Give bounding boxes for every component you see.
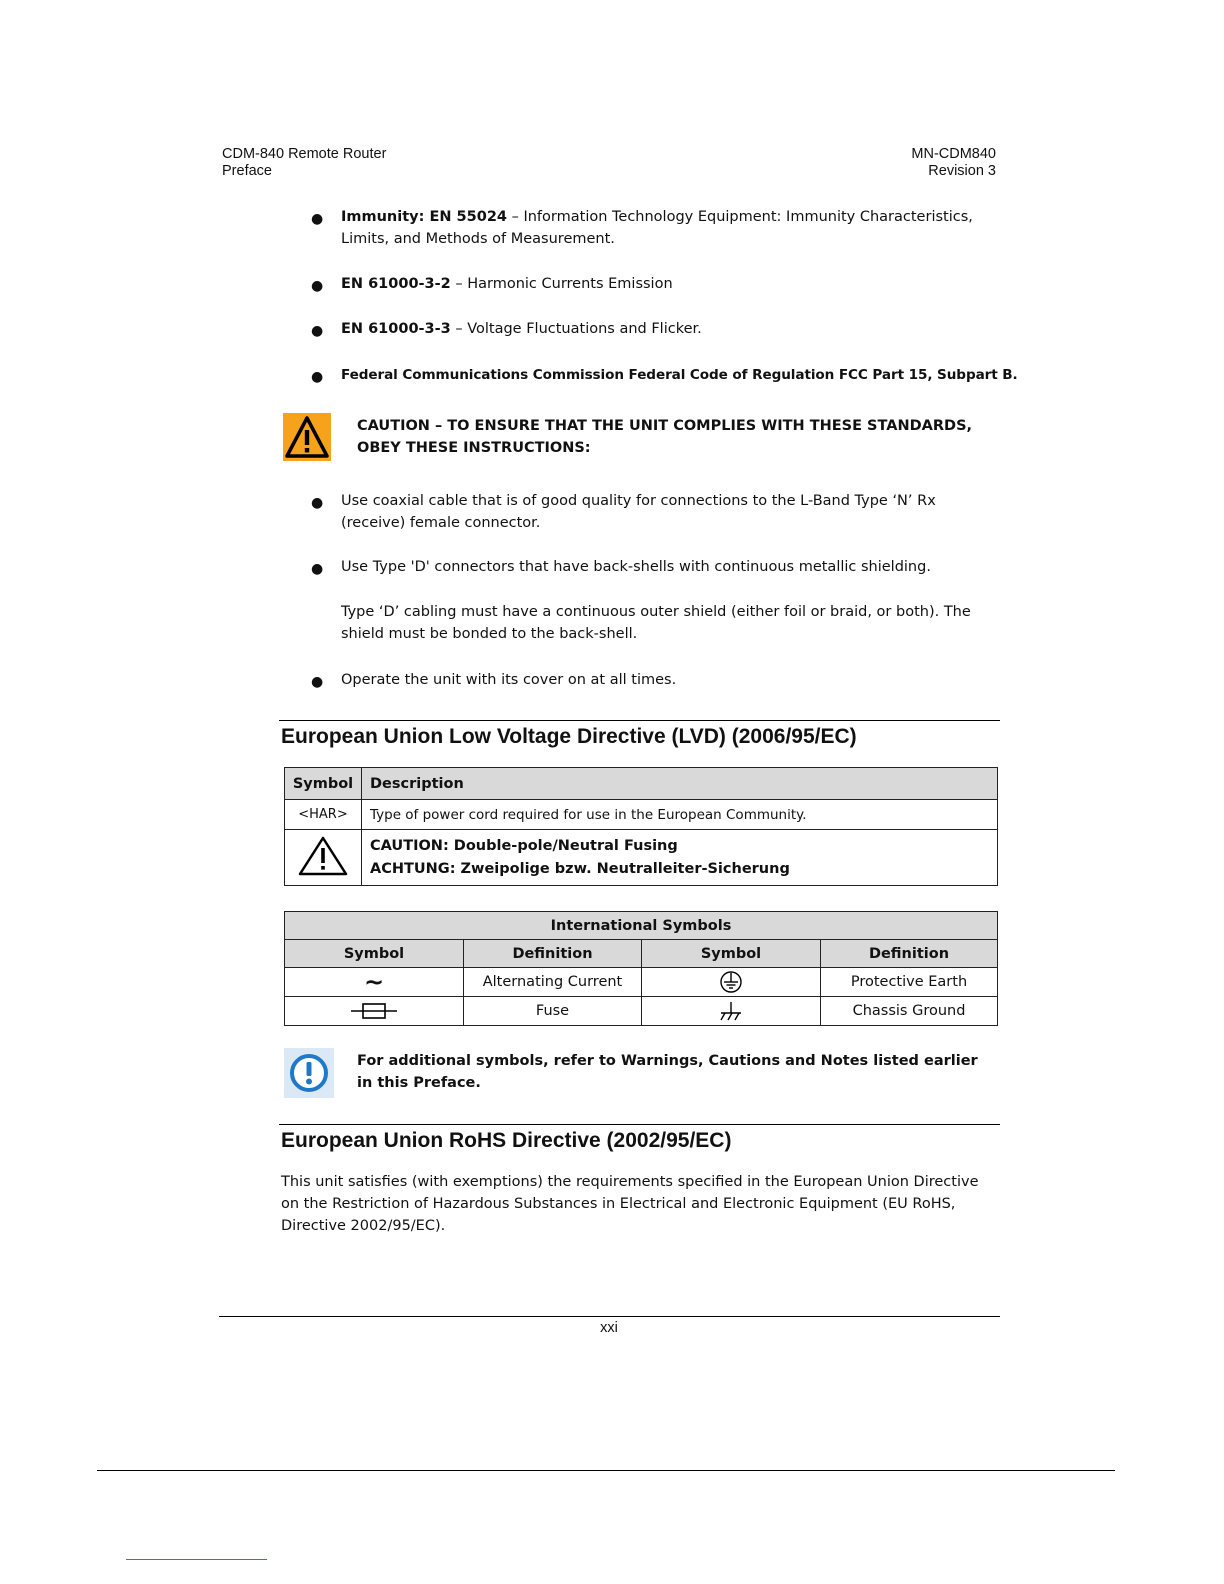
bullet-icon: ● (311, 495, 324, 511)
footer-divider (219, 1316, 1000, 1317)
bullet-icon: ● (311, 278, 324, 294)
caution-symbol-cell (285, 830, 362, 886)
fuse-icon (350, 1001, 398, 1021)
doc-title: CDM-840 Remote Router (222, 146, 387, 162)
table-header: Symbol (285, 940, 464, 968)
link-underline (126, 1559, 267, 1560)
list-item: Federal Communications Commission Federal Code of Regulation FCC Part 15, Subpart B. (341, 367, 1018, 383)
page-bottom-rule (97, 1470, 1115, 1471)
doc-revision: Revision 3 (928, 163, 996, 179)
section-divider (279, 1124, 1000, 1125)
table-cell: Type of power cord required for use in the European Community. (362, 800, 998, 830)
list-item: EN 61000-3-2 – Harmonic Currents Emission (341, 276, 673, 292)
page-number: xxi (600, 1320, 618, 1336)
list-item: Immunity: EN 55024 – Information Technology Equipment: Immunity Characteristics, Limits, and Methods of Measurement. (341, 209, 973, 247)
achtung-line: ACHTUNG: Zweipolige bzw. Neutralleiter-Sicherung (370, 860, 790, 877)
note-text: For additional symbols, refer to Warnings, Cautions and Notes listed earlier in this Preface. (357, 1053, 978, 1091)
rohs-text: This unit satisfies (with exemptions) the requirements specified in the European Union Directive on the Restriction of Hazardous Substances in Electrical and Electronic Equipment (EU RoHS, Directive 2002/95/EC). (281, 1174, 979, 1234)
bullet-icon: ● (311, 323, 324, 339)
protective-earth-icon (718, 970, 744, 994)
info-icon (284, 1048, 334, 1098)
chassis-ground-icon (718, 1000, 744, 1022)
list-item: EN 61000-3-3 – Voltage Fluctuations and Flicker. (341, 321, 702, 337)
list-item: Use coaxial cable that is of good quality for connections to the L-Band Type ‘N’ Rx (receive) female connector. (341, 493, 936, 531)
doc-number: MN-CDM840 (911, 146, 996, 162)
table-cell: Alternating Current (464, 968, 642, 997)
table-cell: Protective Earth (821, 968, 998, 997)
intl-symbols-table (284, 911, 998, 1026)
table-title: International Symbols (285, 912, 998, 940)
ac-symbol: ~ (285, 968, 464, 997)
table-header: Description (362, 768, 998, 800)
table-header: Symbol (642, 940, 821, 968)
bullet-icon: ● (311, 561, 324, 577)
section-divider (279, 720, 1000, 721)
caution-triangle-icon (297, 835, 349, 877)
chassis-ground-cell (642, 997, 821, 1026)
table-header: Definition (821, 940, 998, 968)
list-item: Operate the unit with its cover on at all times. (341, 672, 677, 688)
instruction-note: Type ‘D’ cabling must have a continuous outer shield (either foil or braid, or both). The shield must be bonded to the back-shell. (341, 604, 971, 642)
caution-line: CAUTION: Double-pole/Neutral Fusing (370, 837, 678, 854)
table-header: Symbol (285, 768, 362, 800)
bullet-icon: ● (311, 211, 324, 227)
fuse-cell (285, 997, 464, 1026)
bullet-icon: ● (311, 369, 324, 385)
lvd-title: European Union Low Voltage Directive (LVD) (2006/95/EC) (281, 725, 857, 748)
header-left (222, 146, 386, 180)
caution-fusing-cell (362, 830, 998, 886)
har-symbol: <HAR> (285, 800, 362, 830)
warning-icon (283, 413, 331, 461)
table-cell: Fuse (464, 997, 642, 1026)
table-header: Definition (464, 940, 642, 968)
rohs-title: European Union RoHS Directive (2002/95/EC) (281, 1129, 732, 1152)
header-right (911, 146, 996, 180)
list-item: Use Type 'D' connectors that have back-shells with continuous metallic shielding. (341, 559, 931, 575)
table-cell: Chassis Ground (821, 997, 998, 1026)
caution-text: CAUTION – TO ENSURE THAT THE UNIT COMPLIES WITH THESE STANDARDS, OBEY THESE INSTRUCTIONS: (357, 418, 973, 456)
protective-earth-cell (642, 968, 821, 997)
bullet-icon: ● (311, 674, 324, 690)
lvd-table (284, 767, 998, 886)
doc-section: Preface (222, 163, 272, 179)
